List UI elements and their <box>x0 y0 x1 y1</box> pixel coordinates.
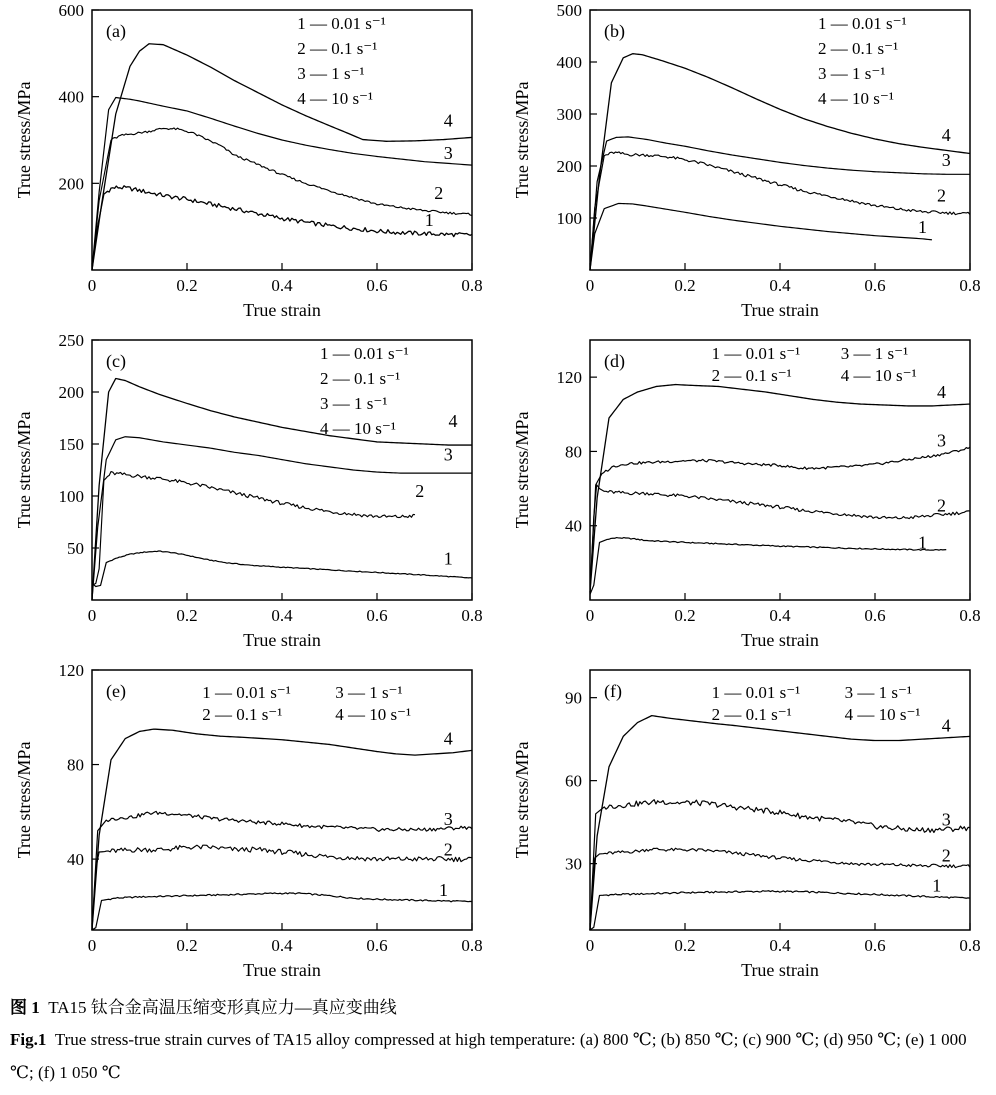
svg-text:True strain: True strain <box>741 960 819 980</box>
svg-text:0.8: 0.8 <box>461 606 483 625</box>
svg-text:1 — 0.01 s⁻¹: 1 — 0.01 s⁻¹ <box>711 343 801 363</box>
svg-text:4: 4 <box>448 411 458 432</box>
svg-text:0.6: 0.6 <box>366 606 388 625</box>
svg-text:2: 2 <box>937 495 946 516</box>
svg-text:0.2: 0.2 <box>674 606 696 625</box>
svg-text:0.8: 0.8 <box>959 276 981 295</box>
svg-text:0.8: 0.8 <box>959 606 981 625</box>
svg-text:True stress/MPa: True stress/MPa <box>512 81 532 199</box>
svg-text:0.2: 0.2 <box>674 936 696 955</box>
chart-c <box>0 330 498 660</box>
svg-text:(b): (b) <box>604 21 625 41</box>
svg-text:150: 150 <box>58 435 84 454</box>
svg-text:3: 3 <box>443 808 453 829</box>
svg-text:40: 40 <box>67 850 84 870</box>
svg-text:1: 1 <box>918 216 927 237</box>
svg-text:200: 200 <box>58 174 84 194</box>
svg-text:(c): (c) <box>106 351 126 371</box>
svg-text:60: 60 <box>565 771 582 791</box>
svg-text:0.6: 0.6 <box>366 276 388 295</box>
svg-text:40: 40 <box>565 516 582 536</box>
svg-text:30: 30 <box>565 854 582 874</box>
svg-text:True stress/MPa: True stress/MPa <box>14 741 34 859</box>
caption-en-text: True stress-true strain curves of TA15 alloy compressed at high temperature: (a) 800 ℃; (b) 850 ℃; (c) 900 ℃; (d) 950 ℃; (e) 1 000 ℃; (f) 1 050 ℃ <box>10 1030 967 1082</box>
svg-text:600: 600 <box>58 1 84 20</box>
svg-text:2 — 0.1 s⁻¹: 2 — 0.1 s⁻¹ <box>202 705 283 724</box>
svg-text:2: 2 <box>937 185 946 206</box>
svg-text:4 — 10 s⁻¹: 4 — 10 s⁻¹ <box>818 88 894 108</box>
svg-text:0.8: 0.8 <box>959 936 981 955</box>
svg-text:3: 3 <box>937 430 946 451</box>
svg-text:1: 1 <box>439 879 448 900</box>
svg-text:80: 80 <box>67 755 84 775</box>
caption-en-label: Fig.1 <box>10 1030 47 1050</box>
svg-text:3 — 1 s⁻¹: 3 — 1 s⁻¹ <box>335 683 403 702</box>
svg-text:50: 50 <box>67 539 84 558</box>
chart-d <box>498 330 996 660</box>
svg-text:1 — 0.01 s⁻¹: 1 — 0.01 s⁻¹ <box>202 683 291 702</box>
svg-text:0.2: 0.2 <box>176 936 198 955</box>
svg-text:0.4: 0.4 <box>769 276 791 295</box>
svg-text:4: 4 <box>443 728 453 749</box>
svg-text:0.6: 0.6 <box>864 606 886 625</box>
chart-panel-e <box>0 660 498 990</box>
svg-text:400: 400 <box>556 53 582 72</box>
svg-text:1 — 0.01 s⁻¹: 1 — 0.01 s⁻¹ <box>818 13 907 33</box>
svg-text:True strain: True strain <box>243 300 321 320</box>
svg-text:0.8: 0.8 <box>461 936 483 955</box>
svg-text:0: 0 <box>585 606 595 625</box>
svg-text:3 — 1 s⁻¹: 3 — 1 s⁻¹ <box>840 343 909 363</box>
svg-text:100: 100 <box>556 209 582 228</box>
svg-text:0: 0 <box>87 276 97 295</box>
svg-text:(a): (a) <box>106 21 126 41</box>
svg-text:0.6: 0.6 <box>864 276 886 295</box>
svg-text:True stress/MPa: True stress/MPa <box>512 741 532 859</box>
chart-panel-a <box>0 0 498 330</box>
svg-text:4: 4 <box>443 110 453 131</box>
svg-text:True strain: True strain <box>741 300 819 320</box>
svg-text:4: 4 <box>941 124 951 145</box>
svg-text:0.6: 0.6 <box>366 936 388 955</box>
svg-text:1 — 0.01 s⁻¹: 1 — 0.01 s⁻¹ <box>711 683 801 702</box>
svg-text:250: 250 <box>58 331 84 350</box>
svg-text:200: 200 <box>58 383 84 402</box>
svg-text:1 — 0.01 s⁻¹: 1 — 0.01 s⁻¹ <box>320 343 409 363</box>
chart-panel-d <box>498 330 996 660</box>
svg-text:0.2: 0.2 <box>176 276 198 295</box>
chart-b <box>498 0 996 330</box>
svg-text:300: 300 <box>556 105 582 124</box>
svg-text:2 — 0.1 s⁻¹: 2 — 0.1 s⁻¹ <box>711 705 792 724</box>
svg-text:3 — 1 s⁻¹: 3 — 1 s⁻¹ <box>297 63 365 83</box>
svg-text:0.4: 0.4 <box>769 936 791 955</box>
chart-f <box>498 660 996 990</box>
svg-text:120: 120 <box>556 368 582 388</box>
svg-text:3 — 1 s⁻¹: 3 — 1 s⁻¹ <box>844 683 913 702</box>
svg-text:4: 4 <box>941 715 951 736</box>
figure-caption <box>0 990 996 1095</box>
svg-text:True strain: True strain <box>243 630 321 650</box>
svg-text:500: 500 <box>556 1 582 20</box>
caption-zh <box>10 992 982 1024</box>
svg-text:200: 200 <box>556 157 582 176</box>
svg-text:4: 4 <box>937 382 946 402</box>
svg-text:100: 100 <box>58 487 84 506</box>
svg-text:3: 3 <box>941 809 951 830</box>
caption-zh-text: TA15 钛合金高温压缩变形真应力—真应变曲线 <box>48 998 397 1017</box>
svg-text:0: 0 <box>87 936 97 955</box>
svg-text:3 — 1 s⁻¹: 3 — 1 s⁻¹ <box>320 393 388 413</box>
caption-en <box>10 1024 982 1089</box>
svg-text:0.2: 0.2 <box>176 606 198 625</box>
svg-text:3 — 1 s⁻¹: 3 — 1 s⁻¹ <box>818 63 886 83</box>
svg-text:(d): (d) <box>604 351 625 371</box>
svg-text:True stress/MPa: True stress/MPa <box>14 411 34 529</box>
svg-text:True strain: True strain <box>243 960 321 980</box>
svg-text:120: 120 <box>58 661 84 680</box>
svg-text:2 — 0.1 s⁻¹: 2 — 0.1 s⁻¹ <box>818 38 899 58</box>
chart-panel-b <box>498 0 996 330</box>
svg-text:(e): (e) <box>106 681 126 701</box>
chart-panel-f <box>498 660 996 990</box>
svg-text:0: 0 <box>585 276 595 295</box>
svg-text:4 — 10 s⁻¹: 4 — 10 s⁻¹ <box>335 705 412 724</box>
svg-text:True stress/MPa: True stress/MPa <box>14 81 34 199</box>
svg-text:True stress/MPa: True stress/MPa <box>512 411 532 529</box>
svg-text:0.4: 0.4 <box>271 606 293 625</box>
svg-text:4 — 10 s⁻¹: 4 — 10 s⁻¹ <box>844 705 921 724</box>
svg-text:2: 2 <box>443 839 453 860</box>
svg-text:2: 2 <box>434 182 444 203</box>
svg-text:4 — 10 s⁻¹: 4 — 10 s⁻¹ <box>320 418 396 438</box>
chart-a <box>0 0 498 330</box>
svg-text:1: 1 <box>424 210 434 231</box>
svg-text:(f): (f) <box>604 681 622 701</box>
svg-text:0.4: 0.4 <box>271 936 293 955</box>
svg-text:90: 90 <box>565 688 582 708</box>
svg-text:True strain: True strain <box>741 630 819 650</box>
svg-text:80: 80 <box>565 442 582 462</box>
svg-text:3: 3 <box>941 149 951 170</box>
svg-text:2: 2 <box>941 845 951 866</box>
svg-text:1 — 0.01 s⁻¹: 1 — 0.01 s⁻¹ <box>297 13 386 33</box>
svg-text:2 — 0.1 s⁻¹: 2 — 0.1 s⁻¹ <box>320 368 401 388</box>
svg-text:0.6: 0.6 <box>864 936 886 955</box>
svg-text:0.4: 0.4 <box>769 606 791 625</box>
svg-text:2 — 0.1 s⁻¹: 2 — 0.1 s⁻¹ <box>711 365 792 385</box>
svg-text:1: 1 <box>918 532 927 553</box>
caption-zh-label: 图 1 <box>10 998 40 1017</box>
svg-text:4 — 10 s⁻¹: 4 — 10 s⁻¹ <box>297 88 374 108</box>
svg-text:3: 3 <box>443 444 453 465</box>
chart-panel-c <box>0 330 498 660</box>
svg-text:0.4: 0.4 <box>271 276 293 295</box>
svg-text:1: 1 <box>443 548 453 569</box>
svg-text:4 — 10 s⁻¹: 4 — 10 s⁻¹ <box>840 365 917 385</box>
chart-e <box>0 660 498 990</box>
svg-text:3: 3 <box>443 143 453 163</box>
svg-text:0: 0 <box>87 606 97 625</box>
svg-text:2: 2 <box>415 480 425 501</box>
svg-text:0: 0 <box>585 936 595 955</box>
svg-text:0.2: 0.2 <box>674 276 696 295</box>
svg-text:0.8: 0.8 <box>461 276 483 295</box>
svg-text:2 — 0.1 s⁻¹: 2 — 0.1 s⁻¹ <box>297 38 378 58</box>
svg-text:1: 1 <box>932 875 942 896</box>
svg-text:400: 400 <box>58 87 84 107</box>
